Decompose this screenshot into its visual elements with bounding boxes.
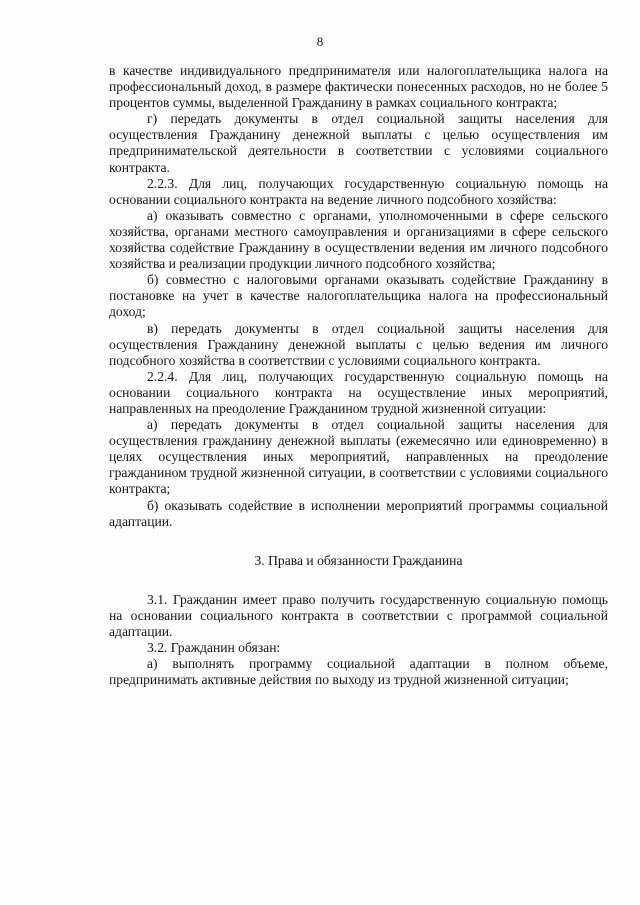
paragraph-2-2-4: 2.2.4. Для лиц, получающих государственную социальную помощь на основании социального контракта на осуществление иных мероприятий, направленных на преодоление Гражданином трудной жизненной ситуации:: [109, 368, 608, 416]
paragraph-continuation: в качестве индивидуального предпринимателя или налогоплательщика налога на профессиональный доход, в размере фактически понесенных расходов, но не более 5 процентов суммы, выделенной Гражданину в рамках социального контракта;: [109, 63, 608, 111]
paragraph-2-2-3-b: б) совместно с налоговыми органами оказывать содействие Гражданину в постановке на учет в качестве налогоплательщика налога на профессиональный доход;: [109, 272, 608, 320]
paragraph-3-1: 3.1. Гражданин имеет право получить государственную социальную помощь на основании социального контракта в соответствии с программой социальной адаптации.: [109, 591, 608, 639]
paragraph-3-2: 3.2. Гражданин обязан:: [147, 640, 281, 656]
page-content: [109, 63, 608, 688]
paragraph-2-2-4-a: а) передать документы в отдел социальной защиты населения для осуществления гражданину денежной выплаты (ежемесячно или единовременно) в целях осуществления иных мероприятий, направленных на преодоление гражданином трудной жизненной ситуации, в соответствии с условиями социального контракта;: [109, 417, 608, 497]
paragraph-2-2-4-b: б) оказывать содействие в исполнении мероприятий программы социальной адаптации.: [109, 497, 608, 529]
paragraph-2-2-3: 2.2.3. Для лиц, получающих государственную социальную помощь на основании социального контракта на ведение личного подсобного хозяйства:: [109, 175, 608, 207]
page-number: 8: [316, 34, 324, 49]
paragraph-3-2-a: а) выполнять программу социальной адаптации в полном объеме, предпринимать активные действия по выходу из трудной жизненной ситуации;: [109, 656, 608, 688]
paragraph-2-2-3-v: в) передать документы в отдел социальной защиты населения для осуществления Гражданину денежной выплаты с целью ведения им личного подсобного хозяйства в соответствии с условиями социального контракта.: [109, 320, 608, 368]
section-heading: 3. Права и обязанности Гражданина: [254, 552, 463, 568]
paragraph-2-2-3-a: а) оказывать совместно с органами, уполномоченными в сфере сельского хозяйства, органами местного самоуправления и организациями в сфере сельского хозяйства содействие Гражданину в осуществлении ведения им личного подсобного хозяйства и реализации продукции личного подсобного хозяйства;: [109, 207, 608, 272]
paragraph-2-2-2-g: г) передать документы в отдел социальной защиты населения для осуществления Гражданину денежной выплаты с целью осуществления им предпринимательской деятельности в соответствии с условиями социального контракта.: [109, 111, 608, 175]
